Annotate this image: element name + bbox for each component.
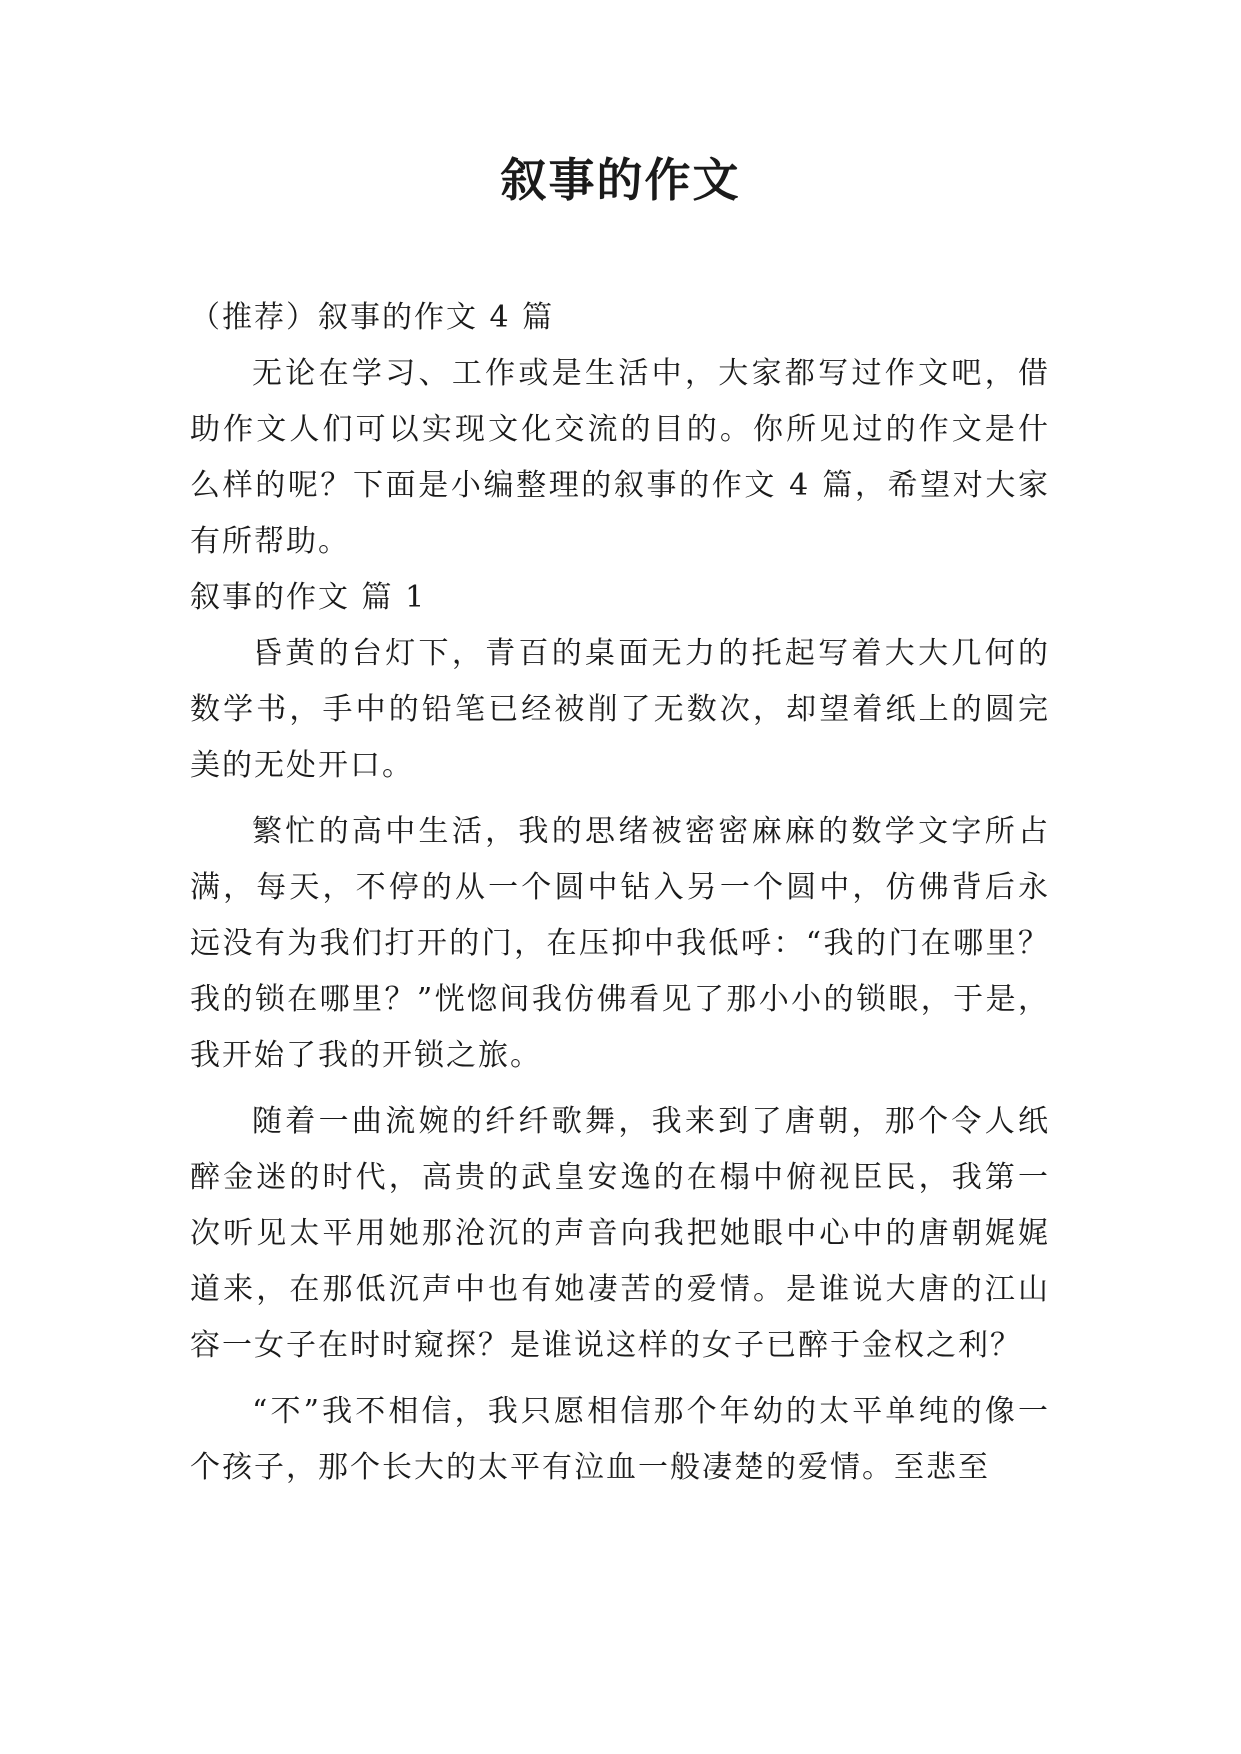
body-paragraph-4: “不”我不相信，我只愿相信那个年幼的太平单纯的像一个孩子，那个长大的太平有泣血一般凄楚的爱情。至悲至 xyxy=(190,1394,1050,1485)
document-subtitle: （推荐）叙事的作文 4 篇 xyxy=(190,300,555,335)
document-title: 叙事的作文 xyxy=(500,153,741,207)
document-body xyxy=(190,290,1050,1496)
body-paragraph-2: 繁忙的高中生活，我的思绪被密密麻麻的数学文字所占满，每天，不停的从一个圆中钻入另一个圆中，仿佛背后永远没有为我们打开的门，在压抑中我低呼：“我的门在哪里？我的锁在哪里？”恍惚间我仿佛看见了那小小的锁眼，于是，我开始了我的开锁之旅。 xyxy=(190,814,1050,1073)
body-paragraph-3: 随着一曲流婉的纤纤歌舞，我来到了唐朝，那个令人纸醉金迷的时代，高贵的武皇安逸的在榻中俯视臣民，我第一次听见太平用她那沧沉的声音向我把她眼中心中的唐朝娓娓道来，在那低沉声中也有她凄苦的爱情。是谁说大唐的江山容一女子在时时窥探？是谁说这样的女子已醉于金权之利？ xyxy=(190,1104,1050,1363)
intro-paragraph: 无论在学习、工作或是生活中，大家都写过作文吧，借助作文人们可以实现文化交流的目的。你所见过的作文是什么样的呢？下面是小编整理的叙事的作文 4 篇，希望对大家有所帮助。 xyxy=(190,356,1050,559)
section-heading: 叙事的作文 篇 1 xyxy=(190,580,427,615)
body-paragraph-1: 昏黄的台灯下，青百的桌面无力的托起写着大大几何的数学书，手中的铅笔已经被削了无数次，却望着纸上的圆完美的无处开口。 xyxy=(190,636,1050,783)
